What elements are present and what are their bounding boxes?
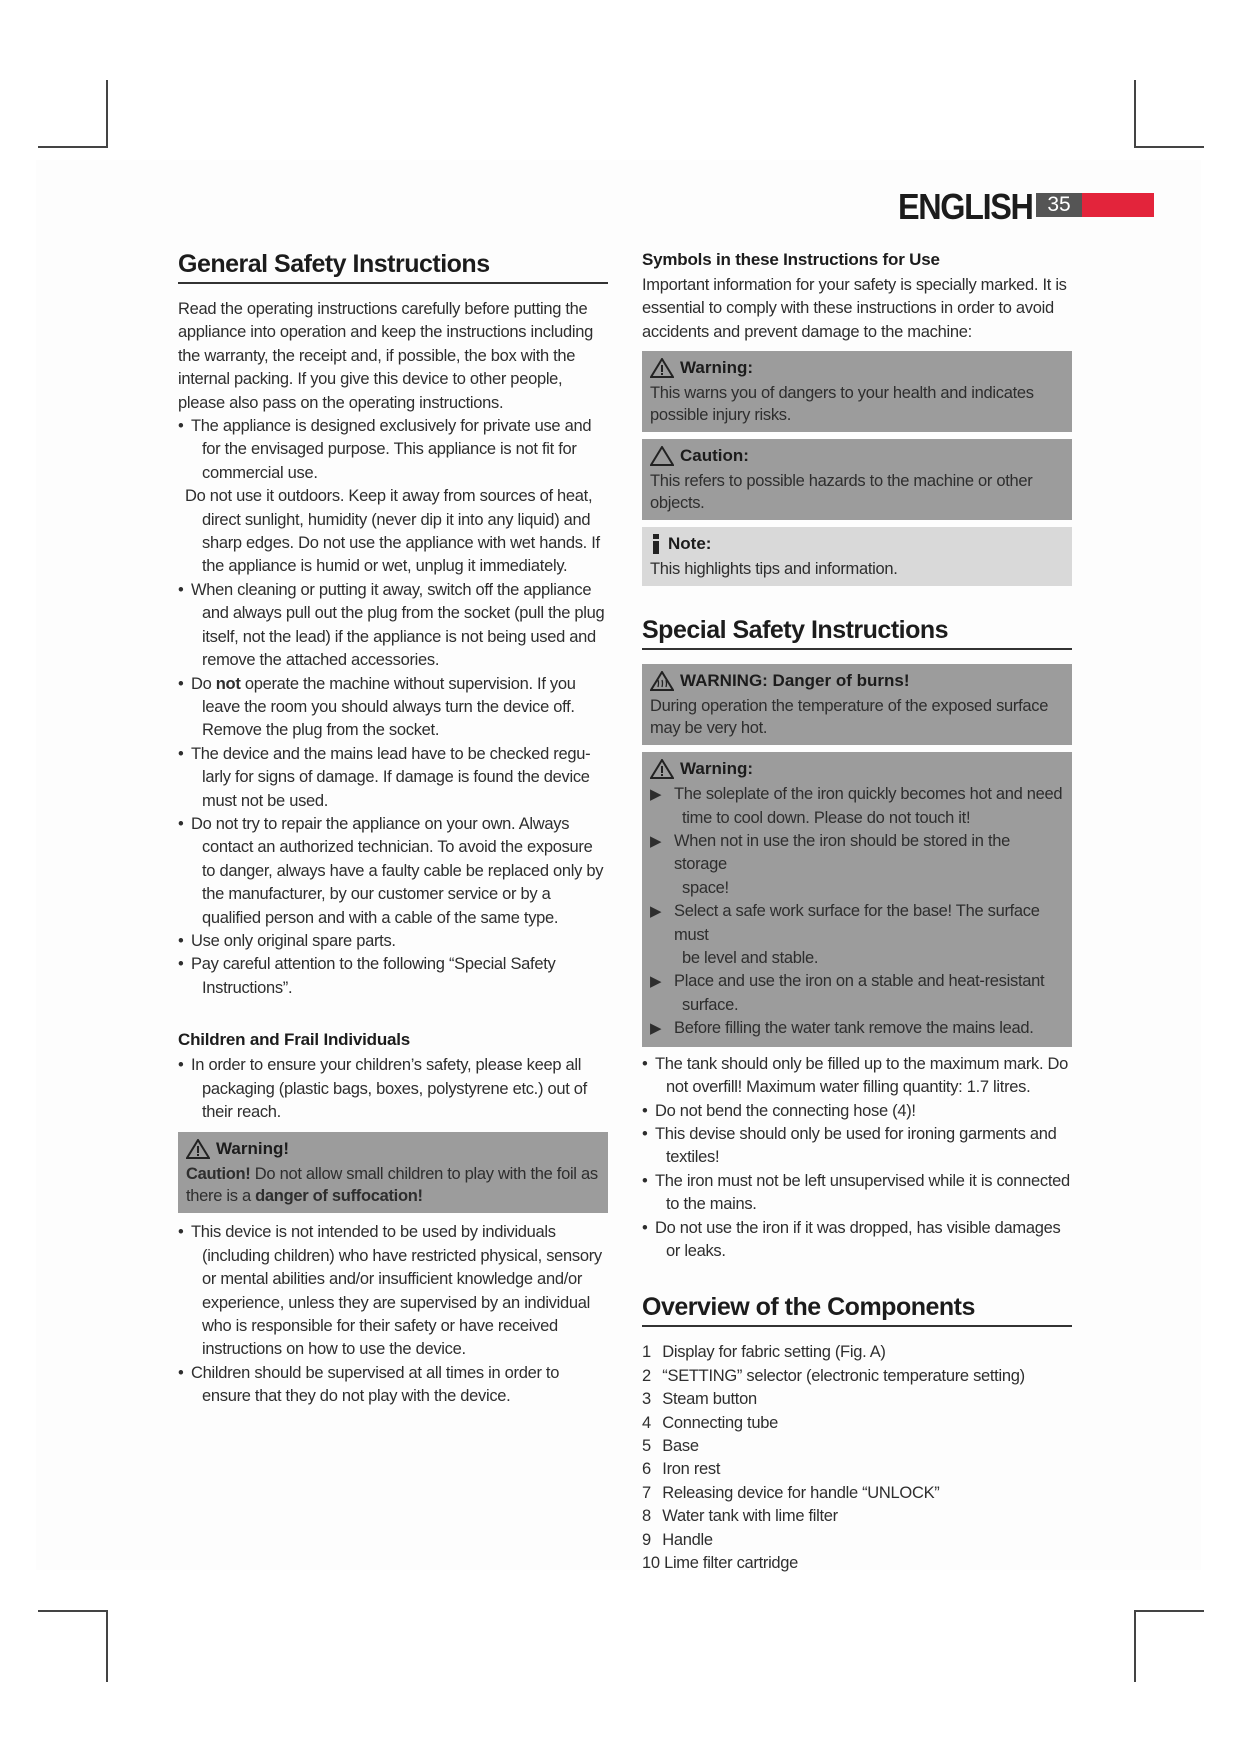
list-item: ▶ Select a safe work surface for the base! The surface must be level and stable. [650, 902, 1040, 968]
arrow-right-icon: ▶ [650, 973, 662, 991]
components-list [642, 1341, 1072, 1575]
list-item: 2 “SETTING” selector (electronic temperature setting) [642, 1366, 1025, 1385]
burns-warning-box [642, 664, 1072, 745]
iron-warning-box [642, 752, 1072, 1046]
special-safety-heading: Special Safety Instructions [642, 616, 1072, 650]
list-item: Do not use it outdoors. Keep it away from sources of heat, direct sunlight, humidity (never dip it into any liquid) and sharp edges. Do not use the appliance with wet hands. If the appliance is humid or wet, unplug it immediately. [185, 487, 600, 576]
suffocation-warning-box [178, 1132, 608, 1213]
list-item: 9 Handle [642, 1530, 713, 1549]
list-item: • Do not try to repair the appliance on your own. Always contact an authorized technician. To avoid the exposure to danger, always have a faulty cable be replaced only by the manufacturer, by our customer service or by a qualified person and with a cable of the same type. [178, 814, 604, 927]
warning-triangle-icon [650, 358, 674, 378]
accent-bar [1082, 193, 1154, 217]
list-item: 5 Base [642, 1436, 699, 1455]
list-item: • Do not operate the machine without supervision. If you leave the room you should always turn the device off. Remove the plug from the socket. [178, 674, 576, 740]
warning-title: Warning! [186, 1139, 600, 1159]
info-icon [650, 534, 662, 554]
crop-mark [1134, 146, 1204, 148]
list-item: ▶ When not in use the iron should be stored in the storage space! [650, 832, 1010, 897]
warning-text: This warns you of dangers to your health and indicates possible injury risks. [650, 384, 1034, 425]
list-item: • Children should be supervised at all times in order to ensure that they do not play with the device. [178, 1363, 560, 1406]
list-item: • Do not bend the connecting hose (4)! [642, 1101, 916, 1120]
crop-mark [106, 1610, 108, 1682]
crop-mark [38, 1610, 108, 1612]
list-item: • The iron must not be left unsupervised while it is connected to the mains. [642, 1171, 1070, 1214]
warning-triangle-icon [186, 1139, 210, 1159]
list-item: 10 Lime filter cartridge [642, 1554, 799, 1572]
list-item: • In order to ensure your children’s safety, please keep all packaging (plastic bags, boxes, polystyrene etc.) out of their reach. [178, 1056, 587, 1121]
list-item: • The appliance is designed exclusively for private use and for the envisaged purpose. This appliance is not fit for commercial use. [178, 417, 592, 482]
special-bullet-list [642, 1053, 1072, 1264]
list-item: ▶ Place and use the iron on a stable and heat-resistant surface. [650, 972, 1045, 1014]
overview-heading: Overview of the Components [642, 1293, 1072, 1327]
note-text: This highlights tips and information. [650, 560, 898, 579]
crop-mark [38, 146, 108, 148]
children-heading: Children and Frail Individuals [178, 1030, 411, 1050]
crop-mark [1134, 1610, 1136, 1682]
list-item: 7 Releasing device for handle “UNLOCK” [642, 1483, 940, 1502]
general-bullet-list [178, 415, 608, 1000]
arrow-right-icon: ▶ [650, 903, 662, 921]
right-column [642, 250, 1072, 1575]
note-symbol-box [642, 527, 1072, 586]
list-item: 6 Iron rest [642, 1460, 721, 1479]
warning-symbol-box [642, 351, 1072, 432]
caution-triangle-icon [650, 446, 674, 466]
warning-arrow-list [650, 783, 1064, 1040]
caution-symbol-box [642, 439, 1072, 520]
warning-title: Warning: [650, 759, 1064, 779]
crop-mark [1134, 80, 1136, 148]
arrow-right-icon: ▶ [650, 1020, 662, 1038]
burns-title: WARNING: Danger of burns! [650, 671, 1064, 691]
left-column [178, 250, 608, 1409]
arrow-right-icon: ▶ [650, 833, 662, 851]
crop-mark [106, 80, 108, 148]
children-bullet-list [178, 1054, 608, 1124]
hot-surface-icon [650, 671, 674, 691]
arrow-right-icon: ▶ [650, 786, 662, 804]
caution-text: This refers to possible hazards to the machine or other objects. [650, 472, 1033, 513]
warning-title: Warning: [650, 358, 1064, 378]
warning-text: Caution! Do not allow small children to play with the foil as there is a danger of suffocation! [186, 1165, 598, 1206]
symbols-intro: Important information for your safety is specially marked. It is essential to comply with these instructions in order to avoid accidents and prevent damage to the machine: [642, 276, 1067, 341]
list-item: 4 Connecting tube [642, 1413, 778, 1432]
list-item: ▶ Before filling the water tank remove the mains lead. [650, 1017, 1064, 1040]
list-item: • This device is not intended to be used by individuals (including children) who have restricted physical, sensory or mental abilities and/or insufficient knowledge and/or experience, unless they are supervised by an individual who is responsible for their safety or have received instructions on how to use the device. [178, 1223, 602, 1359]
burns-text: During operation the temperature of the exposed surface may be very hot. [650, 697, 1049, 738]
list-item: • Do not use the iron if it was dropped, has visible damages or leaks. [642, 1218, 1061, 1260]
list-item: ▶ The soleplate of the iron quickly becomes hot and need time to cool down. Please do not touch it! [650, 785, 1063, 827]
list-item: 1 Display for fabric setting (Fig. A) [642, 1343, 886, 1362]
list-item: • When cleaning or putting it away, switch off the appliance and always pull out the plug from the socket (pull the plug itself, not the lead) if the appliance is not being used and remove the attached accessories. [178, 580, 605, 670]
general-intro: Read the operating instructions carefully before putting the appliance into operation and keep the instructions including the warranty, the receipt and, if possible, the box with the internal packing. If you give this device to other people, please also pass on the operating instructions. [178, 300, 593, 412]
list-item: • The device and the mains lead have to be checked regu- larly for signs of damage. If damage is found the device must not be used. [178, 744, 591, 810]
warning-triangle-icon [650, 759, 674, 779]
list-item: 8 Water tank with lime filter [642, 1507, 838, 1526]
children-bullet-list-2 [178, 1221, 608, 1408]
list-item: • Pay careful attention to the following “Special Safety Instructions”. [178, 955, 556, 997]
list-item: • Use only original spare parts. [178, 931, 396, 950]
list-item: • The tank should only be filled up to the maximum mark. Do not overfill! Maximum water filling quantity: 1.7 litres. [642, 1054, 1069, 1097]
crop-mark [1134, 1610, 1204, 1612]
note-title: Note: [650, 534, 1064, 554]
general-safety-heading: General Safety Instructions [178, 250, 608, 284]
list-item: • This devise should only be used for ironing garments and textiles! [642, 1124, 1057, 1167]
list-item: 3 Steam button [642, 1390, 757, 1409]
language-label: ENGLISH [898, 186, 1033, 227]
caution-title: Caution: [650, 446, 1064, 466]
page-number: 35 [1036, 193, 1082, 217]
symbols-heading: Symbols in these Instructions for Use [642, 250, 940, 269]
